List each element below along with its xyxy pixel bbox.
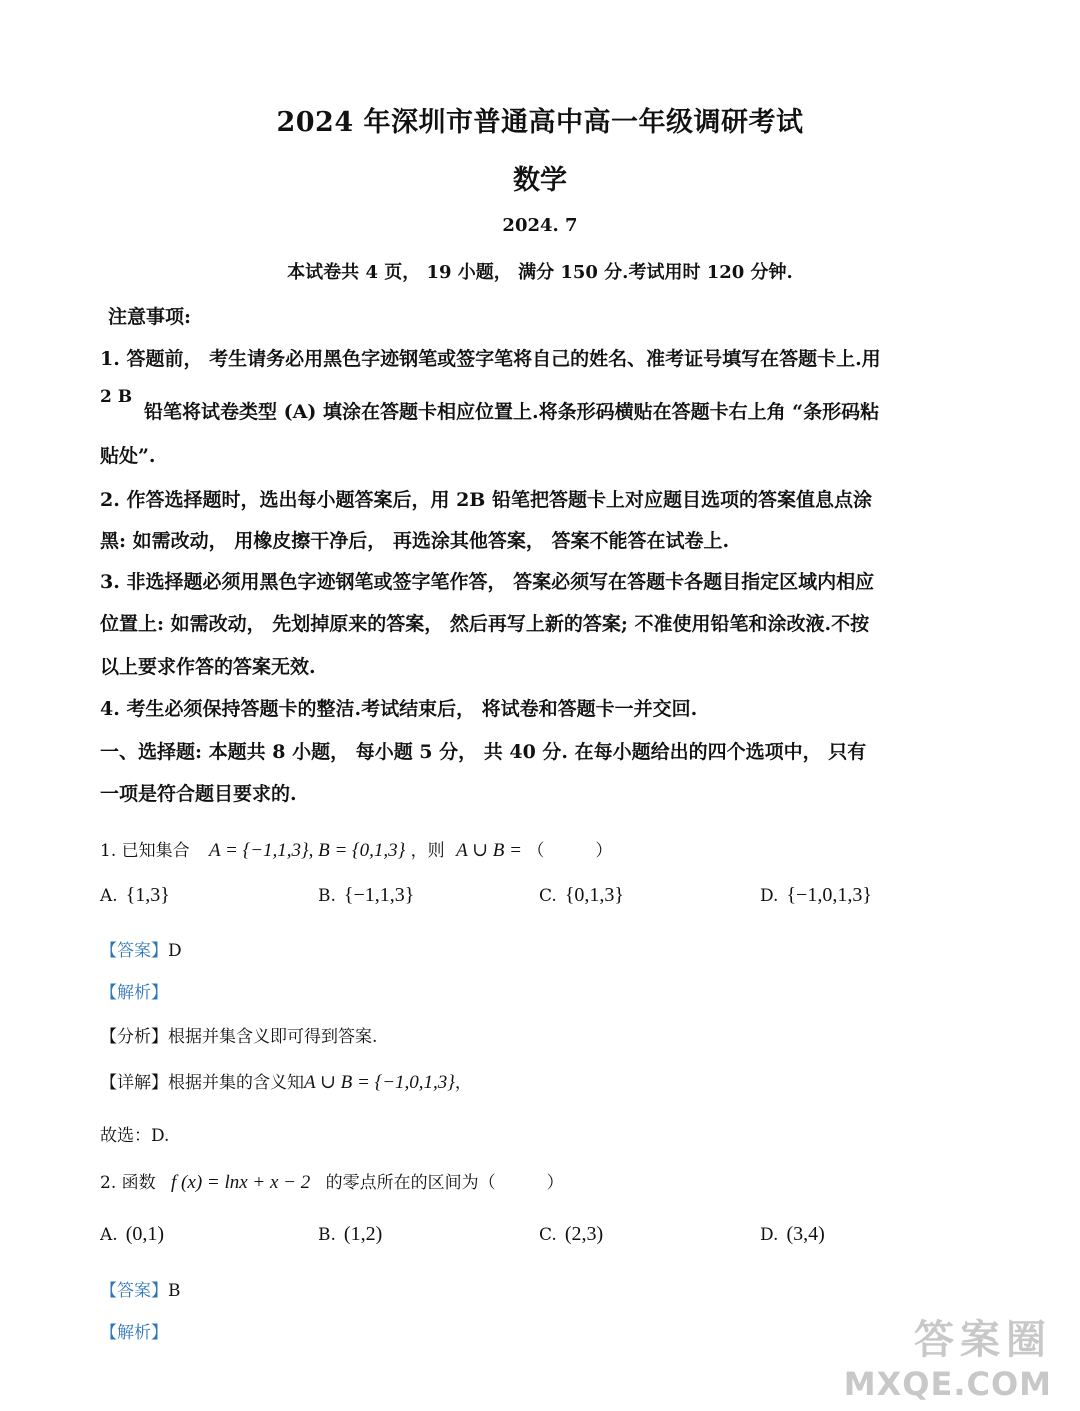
q2-option-c[interactable] [539, 1223, 603, 1246]
pencil-2b-label: 2 B [100, 387, 133, 407]
option-value: {0,1,3} [564, 884, 625, 906]
q1-sets: A = {−1,1,3}, B = {0,1,3} [209, 840, 406, 861]
notice-heading: 注意事项: [108, 306, 192, 328]
option-label: A. [100, 1225, 118, 1245]
q2-prefix: 2. 函数 [100, 1173, 156, 1193]
xiangjie-expr: A ∪ B = {−1,0,1,3} [304, 1072, 455, 1093]
option-label: D. [760, 1225, 779, 1245]
q1-paren: （ ） [527, 841, 613, 861]
answer-value: B [168, 1281, 181, 1301]
notice-line-6: 3. 非选择题必须用黑色字迹钢笔或签字笔作答， 答案必须写在答题卡各题目指定区域内相应 [100, 571, 875, 593]
q2-analysis-tag: 【解析】 [100, 1323, 168, 1343]
xiangjie-prefix: 【详解】根据并集的含义知 [100, 1073, 304, 1093]
q2-option-b[interactable] [318, 1223, 382, 1246]
option-value: (2,3) [564, 1223, 604, 1245]
option-value: {−1,1,3} [343, 884, 415, 906]
option-value: (3,4) [786, 1223, 825, 1245]
exam-date: 2024. 7 [502, 215, 578, 236]
option-label: B. [318, 886, 336, 906]
option-label: A. [100, 886, 118, 906]
answer-tag: 【答案】 [100, 1281, 168, 1301]
q2-option-a[interactable] [100, 1223, 164, 1246]
option-label: C. [539, 886, 557, 906]
answer-value: D [168, 941, 182, 961]
section1-line1: 一、选择题: 本题共 8 小题， 每小题 5 分， 共 40 分. 在每小题给出的四个选项中， 只有 [100, 741, 867, 763]
option-value: (0,1) [125, 1223, 165, 1245]
notice-line-2: 铅笔将试卷类型 (A) 填涂在答题卡相应位置上.将条形码横贴在答题卡右上角 “条形码粘 [144, 401, 880, 423]
q1-prefix: 1. 已知集合 [100, 841, 190, 861]
q1-analysis-tag: 【解析】 [100, 983, 168, 1003]
q1-fenxi: 【分析】根据并集含义即可得到答案. [100, 1027, 378, 1047]
q2-expr: f (x) = lnx + x − 2 [171, 1172, 311, 1193]
q1-choose: 故选：D. [100, 1126, 170, 1146]
notice-line-1: 1. 答题前， 考生请务必用黑色字迹钢笔或签字笔将自己的姓名、准考证号填写在答题卡上.用 [100, 348, 881, 370]
notice-line-8: 以上要求作答的答案无效. [100, 656, 316, 678]
notice-line-5: 黑: 如需改动， 用橡皮擦干净后， 再选涂其他答案， 答案不能答在试卷上. [100, 530, 730, 552]
q1-xiangjie [100, 1068, 472, 1094]
watermark-logo [844, 1308, 1052, 1403]
q1-option-a[interactable] [100, 884, 170, 907]
q1-mid: ，则 [410, 841, 445, 861]
question-1 [100, 836, 612, 862]
q1-answer [100, 936, 182, 961]
notice-line-3: 贴处”. [100, 445, 156, 467]
notice-line-7: 位置上: 如需改动， 先划掉原来的答案， 然后再写上新的答案; 不准使用铅笔和涂改液.不按 [100, 613, 870, 635]
answer-tag: 【答案】 [100, 941, 168, 961]
q1-option-c[interactable] [539, 884, 624, 907]
q2-option-d[interactable] [760, 1223, 825, 1246]
option-label: C. [539, 1225, 557, 1245]
q1-option-d[interactable] [760, 884, 872, 907]
q1-expr: A ∪ B = [456, 840, 522, 861]
option-value: (1,2) [343, 1223, 383, 1245]
q2-answer [100, 1276, 181, 1301]
q2-suffix: 的零点所在的区间为（ ） [325, 1173, 564, 1193]
question-2 [100, 1168, 564, 1194]
exam-title: 2024 年深圳市普通高中高一年级调研考试 [276, 107, 804, 138]
section1-line2: 一项是符合题目要求的. [100, 783, 297, 805]
xiangjie-suffix: ， [454, 1073, 472, 1093]
option-value: {1,3} [125, 884, 170, 906]
watermark-line1: 答案圈 [914, 1317, 1052, 1363]
option-label: D. [760, 886, 779, 906]
notice-line-9: 4. 考生必须保持答题卡的整洁.考试结束后， 将试卷和答题卡一并交回. [100, 698, 698, 720]
option-value: {−1,0,1,3} [786, 884, 872, 906]
watermark-line2: MXQE.COM [843, 1365, 1052, 1403]
subject-title: 数学 [513, 165, 567, 196]
option-label: B. [318, 1225, 336, 1245]
q1-option-b[interactable] [318, 884, 414, 907]
notice-line-4: 2. 作答选择题时，选出每小题答案后，用 2B 铅笔把答题卡上对应题目选项的答案值息点涂 [100, 489, 872, 511]
exam-info: 本试卷共 4 页， 19 小题， 满分 150 分.考试用时 120 分钟. [287, 262, 793, 283]
